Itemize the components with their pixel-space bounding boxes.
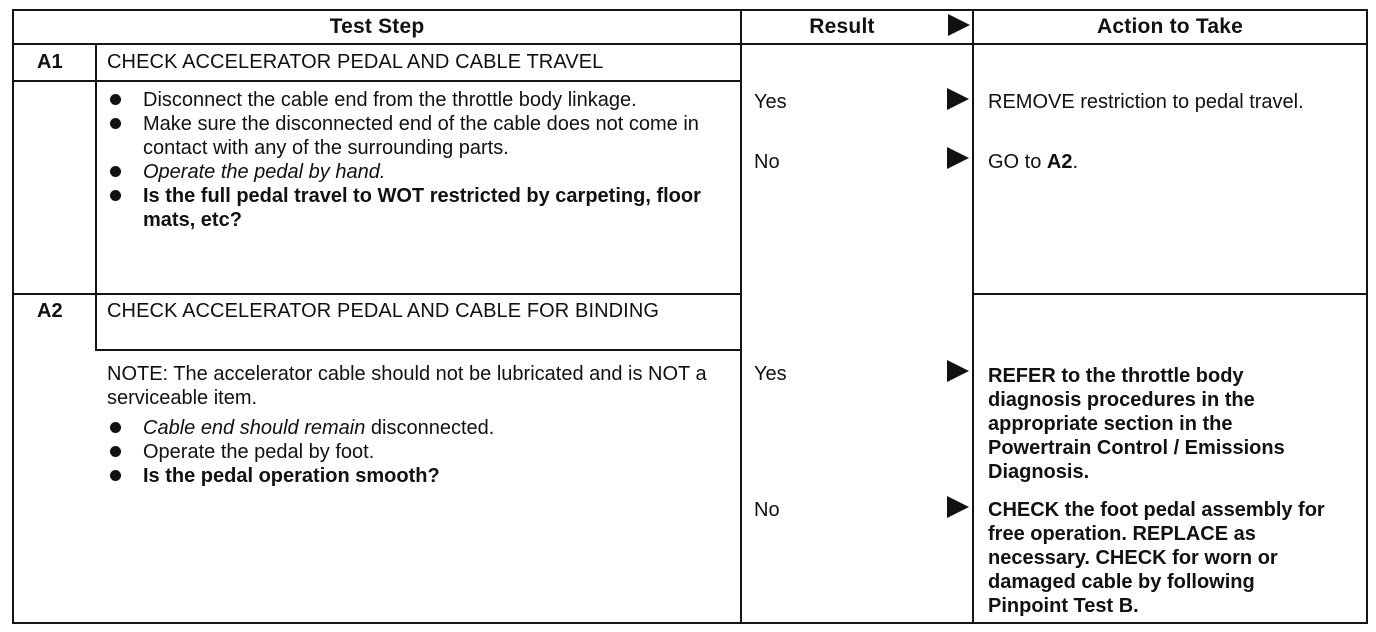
- step-a1-title: CHECK ACCELERATOR PEDAL AND CABLE TRAVEL: [107, 51, 604, 73]
- bullet-icon: [110, 118, 121, 129]
- bullet-icon: [110, 166, 121, 177]
- result-arrow-icon: [947, 496, 969, 518]
- step-a1-result-no: No: [754, 151, 780, 173]
- step-a1-result-yes: Yes: [754, 91, 787, 113]
- rule-a1-action-bottom: [972, 293, 1368, 295]
- bullet-icon: [110, 94, 121, 105]
- bullet-icon: [110, 190, 121, 201]
- rule-header-bottom: [12, 43, 1368, 45]
- header-action: Action to Take: [1097, 15, 1243, 38]
- step-a2-action-yes: REFER to the throttle body diagnosis procedures in the appropriate section in the Powertrain Control / Emissions Diagnosis.: [988, 365, 1285, 483]
- step-a2-action-no: CHECK the foot pedal assembly for free operation. REPLACE as necessary. CHECK for worn or damaged cable by following Pinpoint Test B.: [988, 499, 1325, 617]
- step-a2-note: NOTE: The accelerator cable should not be lubricated and is NOT a serviceable item.: [107, 363, 707, 409]
- step-a2-result-no: No: [754, 499, 780, 521]
- list-item: Is the full pedal travel to WOT restricted by carpeting, floor mats, etc?: [105, 184, 715, 232]
- result-arrow-icon: [947, 147, 969, 169]
- list-item: Disconnect the cable end from the throttle body linkage.: [105, 88, 715, 112]
- step-a2-bullets: [105, 416, 715, 488]
- list-item: Is the pedal operation smooth?: [105, 464, 715, 488]
- header-test-step: Test Step: [329, 15, 425, 38]
- step-a2-id: A2: [37, 300, 63, 322]
- rule-result-left: [740, 9, 742, 624]
- rule-right: [1366, 9, 1368, 624]
- step-a1-action-no: GO to A2.: [988, 151, 1079, 173]
- rule-action-left: [972, 9, 974, 624]
- rule-id-column: [95, 43, 97, 351]
- rule-left: [12, 9, 14, 624]
- step-a2-title: CHECK ACCELERATOR PEDAL AND CABLE FOR BINDING: [107, 300, 660, 322]
- step-a1-id: A1: [37, 51, 63, 73]
- rule-a2-title-bottom: [96, 349, 740, 351]
- rule-bottom: [12, 622, 1368, 624]
- rule-a1-bottom: [12, 293, 740, 295]
- bullet-icon: [110, 470, 121, 481]
- rule-a1-title-bottom: [12, 80, 740, 82]
- list-item: Operate the pedal by foot.: [105, 440, 715, 464]
- bullet-icon: [110, 422, 121, 433]
- step-a2-result-yes: Yes: [754, 363, 787, 385]
- header-arrow-icon: [948, 14, 970, 36]
- list-item: Operate the pedal by hand.: [105, 160, 715, 184]
- result-arrow-icon: [947, 88, 969, 110]
- result-arrow-icon: [947, 360, 969, 382]
- header-result: Result: [809, 15, 875, 38]
- step-a1-bullets: [105, 88, 715, 232]
- list-item: Make sure the disconnected end of the cable does not come in contact with any of the surrounding parts.: [105, 112, 715, 160]
- step-a1-action-yes: REMOVE restriction to pedal travel.: [988, 91, 1304, 113]
- list-item: Cable end should remain disconnected.: [105, 416, 715, 440]
- bullet-icon: [110, 446, 121, 457]
